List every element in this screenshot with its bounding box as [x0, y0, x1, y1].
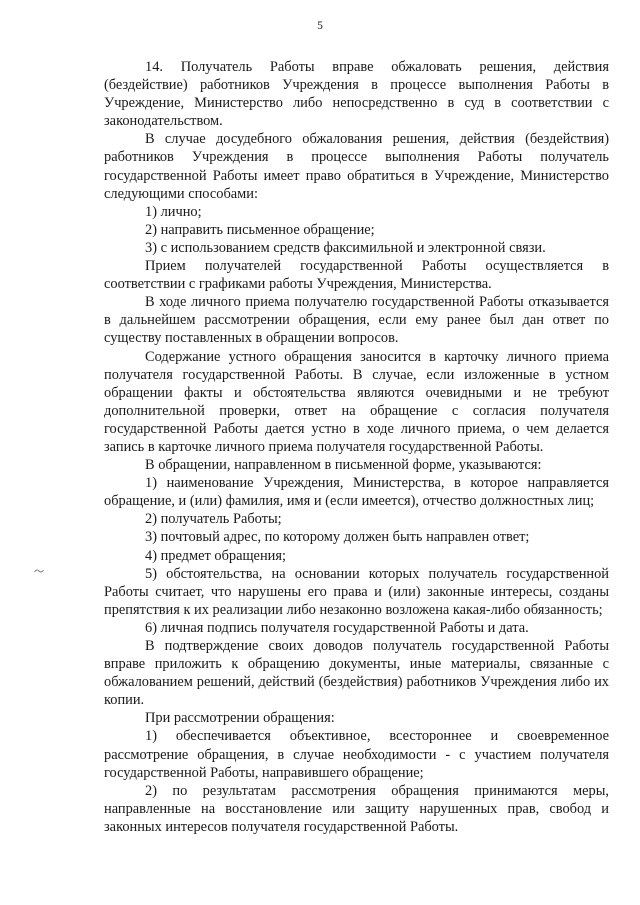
list-item-fax-electronic: 3) с использованием средств факсимильной и электронной связи. [145, 239, 546, 256]
list-item-institution-name: 1) наименование Учреждения, Министерства, в которое направляется обращение, и (или) фамилия, имя и (если имеется), отчество должностных лиц; [104, 475, 609, 510]
list-item-signature-date: 6) личная подпись получателя государственной Работы и дата. [145, 619, 529, 636]
list-item-written: 2) направить письменное обращение; [145, 221, 375, 238]
document-body [104, 58, 609, 836]
margin-mark [34, 568, 44, 574]
list-item-postal-address: 3) почтовый адрес, по которому должен быть направлен ответ; [145, 529, 530, 546]
page-number: 5 [317, 20, 323, 32]
paragraph-reception-schedule: Прием получателей государственной Работы осуществляется в соответствии с графиками работы Учреждения, Министерства. [104, 258, 609, 293]
paragraph-oral-appeal: Содержание устного обращения заносится в карточку личного приема получателя государственной Работы. В случае, если изложенные в устном обращении факты и обстоятельства являются очевидными и не требуют дополнительной проверки, ответ на обращение с согласия получателя государственной Работы дается устно в ходе личного приема, о чем делается запись в карточке личного приема получателя государственной Работы. [104, 348, 609, 455]
list-item-recipient: 2) получатель Работы; [145, 511, 282, 528]
paragraph-appeal-right: 14. Получатель Работы вправе обжаловать решения, действия (бездействие) работников Учреждения в процессе выполнения Работы в Учреждение, Министерство либо непосредственно в суд в соответствии с законодательством. [104, 59, 609, 130]
paragraph-review-heading: При рассмотрении обращения: [145, 710, 335, 727]
list-item-circumstances: 5) обстоятельства, на основании которых получатель государственной Работы считает, что нарушены его права и (или) законные интересы, созданы препятствия к их реализации либо незаконно возложена какая-либо обязанность; [104, 565, 609, 618]
paragraph-pretrial-appeal: В случае досудебного обжалования решения, действия (бездействия) работников Учреждения в процессе выполнения Работы получатель государственной Работы имеет право обратиться в Учреждение, Министерство следующими способами: [104, 131, 609, 202]
list-item-objective-review: 1) обеспечивается объективное, всестороннее и своевременное рассмотрение обращения, в случае необходимости - с участием получателя государственной Работы, направившего обращение; [104, 728, 609, 781]
paragraph-written-appeal-contents: В обращении, направленном в письменной форме, указываются: [145, 457, 542, 474]
list-item-subject: 4) предмет обращения; [145, 547, 286, 564]
list-item-remedial-measures: 2) по результатам рассмотрения обращения принимаются меры, направленные на восстановление или защиту нарушенных прав, свобод и законных интересов получателя государственной Работы. [104, 782, 609, 835]
list-item-in-person: 1) лично; [145, 203, 202, 220]
paragraph-supporting-documents: В подтверждение своих доводов получатель государственной Работы вправе приложить к обращению документы, иные материалы, связанные с обжалованием решений, действий (бездействия) работников Учреждения либо их копии. [104, 638, 609, 709]
paragraph-personal-reception-refusal: В ходе личного приема получателю государственной Работы отказывается в дальнейшем рассмотрении обращения, если ему ранее был дан ответ по существу поставленных в обращении вопросов. [104, 294, 609, 347]
